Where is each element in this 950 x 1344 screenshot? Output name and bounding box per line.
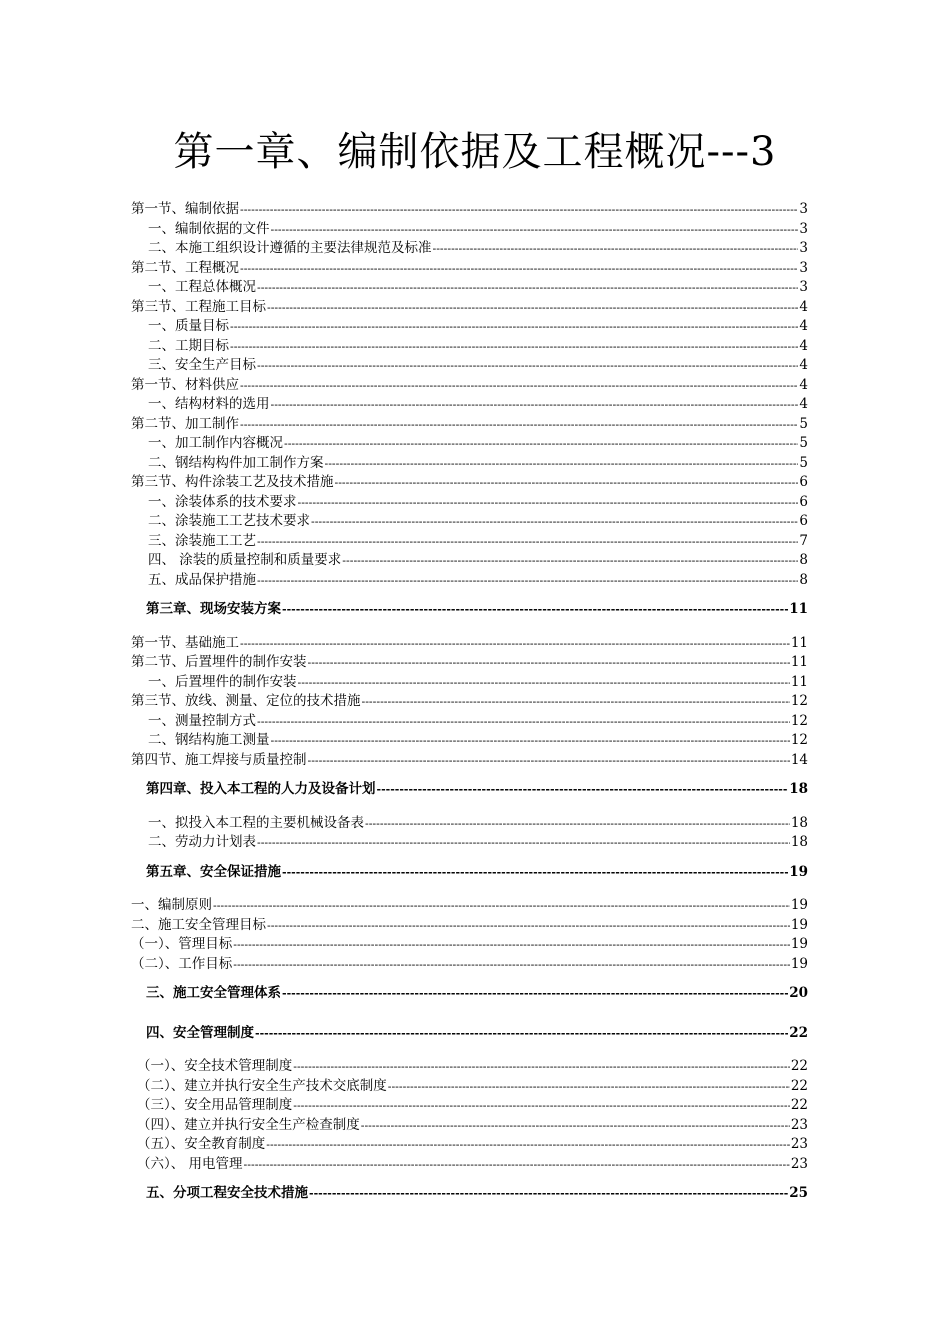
toc-page-number: 22 bbox=[790, 1077, 808, 1094]
toc-page-number: 22 bbox=[789, 1024, 808, 1041]
toc-entry-label: 第三节、放线、测量、定位的技术措施 bbox=[131, 693, 361, 709]
toc-entry[interactable] bbox=[131, 493, 808, 513]
toc-entry-label: 五、分项工程安全技术措施 bbox=[146, 1185, 308, 1201]
toc-page-number: 23 bbox=[790, 1155, 808, 1172]
toc-leader-dashes bbox=[282, 984, 788, 1004]
spacer bbox=[131, 1014, 808, 1024]
toc-entry-label: 三、施工安全管理体系 bbox=[146, 985, 281, 1001]
toc-entry-label: 三、安全生产目标 bbox=[148, 357, 256, 373]
toc-leader-dashes bbox=[267, 916, 790, 936]
toc-page-number: 25 bbox=[789, 1185, 808, 1201]
toc-page-number: 20 bbox=[789, 985, 808, 1001]
toc-entry[interactable] bbox=[131, 1116, 808, 1136]
toc-leader-dashes bbox=[213, 896, 790, 916]
table-of-contents bbox=[131, 200, 808, 1204]
toc-chapter-entry[interactable] bbox=[131, 863, 808, 883]
toc-page-number: 12 bbox=[790, 732, 808, 748]
toc-leader-dashes bbox=[388, 1077, 790, 1097]
toc-entry[interactable] bbox=[131, 337, 808, 357]
toc-entry-label: 二、本施工组织设计遵循的主要法律规范及标准 bbox=[148, 240, 432, 256]
toc-entry-label: 一、测量控制方式 bbox=[148, 712, 256, 729]
toc-page-number: 5 bbox=[799, 454, 808, 471]
toc-page-number: 19 bbox=[790, 955, 808, 972]
toc-page-number: 3 bbox=[799, 259, 808, 276]
spacer bbox=[131, 1174, 808, 1184]
toc-leader-dashes bbox=[257, 356, 798, 376]
toc-entry-label: 第二节、工程概况 bbox=[131, 259, 239, 276]
toc-entry-label: （三）、安全用品管理制度 bbox=[137, 1097, 293, 1113]
toc-entry[interactable] bbox=[131, 473, 808, 493]
toc-page-number: 3 bbox=[799, 240, 808, 256]
toc-entry[interactable] bbox=[131, 1077, 808, 1097]
toc-leader-dashes bbox=[257, 571, 798, 591]
spacer bbox=[131, 1043, 808, 1057]
toc-leader-dashes bbox=[230, 337, 798, 357]
toc-page-number: 4 bbox=[799, 298, 808, 315]
toc-page-number: 6 bbox=[799, 513, 808, 529]
toc-entry[interactable] bbox=[131, 712, 808, 732]
toc-entry-label: 第一节、编制依据 bbox=[131, 201, 239, 217]
toc-entry[interactable] bbox=[131, 220, 808, 240]
toc-leader-dashes bbox=[361, 1116, 790, 1136]
toc-page-number: 6 bbox=[799, 493, 808, 510]
toc-entry[interactable] bbox=[131, 376, 808, 396]
toc-page-number: 14 bbox=[790, 751, 808, 768]
spacer bbox=[131, 590, 808, 600]
toc-entry[interactable] bbox=[131, 571, 808, 591]
toc-entry[interactable] bbox=[131, 512, 808, 532]
toc-entry-label: （一）、管理目标 bbox=[131, 936, 233, 952]
toc-entry[interactable] bbox=[131, 1155, 808, 1175]
toc-entry-label: 一、编制原则 bbox=[131, 897, 212, 913]
toc-page-number: 11 bbox=[790, 634, 808, 651]
toc-leader-dashes bbox=[293, 1057, 790, 1077]
toc-leader-dashes bbox=[240, 200, 798, 220]
toc-leader-dashes bbox=[308, 653, 790, 673]
toc-leader-dashes bbox=[233, 935, 790, 955]
toc-entry-label: 第三章、现场安装方案 bbox=[146, 601, 281, 617]
toc-page-number: 6 bbox=[799, 474, 808, 490]
toc-entry[interactable] bbox=[131, 259, 808, 279]
toc-entry[interactable] bbox=[131, 731, 808, 751]
toc-entry[interactable] bbox=[131, 935, 808, 955]
toc-leader-dashes bbox=[271, 220, 799, 240]
toc-entry-label: 二、钢结构施工测量 bbox=[148, 732, 270, 748]
toc-leader-dashes bbox=[433, 239, 799, 259]
toc-entry[interactable] bbox=[131, 673, 808, 693]
toc-leader-dashes bbox=[240, 415, 798, 435]
toc-chapter-entry[interactable] bbox=[131, 1184, 808, 1204]
toc-entry-label: 第三节、构件涂装工艺及技术措施 bbox=[131, 474, 334, 490]
toc-entry[interactable] bbox=[131, 239, 808, 259]
toc-entry-label: 三、涂装施工工艺 bbox=[148, 532, 256, 549]
toc-page-number: 12 bbox=[790, 693, 808, 709]
toc-leader-dashes bbox=[311, 512, 798, 532]
toc-page-number: 19 bbox=[789, 863, 808, 880]
toc-page-number: 22 bbox=[790, 1097, 808, 1113]
toc-entry[interactable] bbox=[131, 751, 808, 771]
toc-entry-label: 二、工期目标 bbox=[148, 337, 229, 354]
toc-leader-dashes bbox=[257, 278, 798, 298]
toc-page-number: 4 bbox=[799, 337, 808, 354]
toc-entry-label: 第二节、加工制作 bbox=[131, 415, 239, 432]
spacer bbox=[131, 770, 808, 780]
toc-entry-label: 一、工程总体概况 bbox=[148, 279, 256, 295]
toc-entry-label: （二）、工作目标 bbox=[131, 955, 233, 972]
toc-page-number: 11 bbox=[789, 601, 808, 617]
toc-page-number: 12 bbox=[790, 712, 808, 729]
toc-entry-label: 二、钢结构构件加工制作方案 bbox=[148, 454, 324, 471]
spacer bbox=[131, 974, 808, 984]
spacer bbox=[131, 853, 808, 863]
toc-entry[interactable] bbox=[131, 415, 808, 435]
spacer bbox=[131, 620, 808, 634]
toc-leader-dashes bbox=[308, 751, 790, 771]
toc-leader-dashes bbox=[257, 833, 790, 853]
toc-leader-dashes bbox=[240, 259, 798, 279]
toc-page-number: 5 bbox=[799, 435, 808, 451]
toc-leader-dashes bbox=[266, 1135, 790, 1155]
toc-page-number: 23 bbox=[790, 1136, 808, 1152]
toc-chapter-entry[interactable] bbox=[131, 780, 808, 800]
toc-page-number: 22 bbox=[790, 1058, 808, 1074]
toc-page-number: 18 bbox=[790, 814, 808, 831]
toc-entry[interactable] bbox=[131, 896, 808, 916]
toc-page-number: 19 bbox=[790, 897, 808, 913]
toc-page-number: 7 bbox=[799, 532, 808, 549]
toc-entry-label: 第二节、后置埋件的制作安装 bbox=[131, 654, 307, 670]
toc-entry[interactable] bbox=[131, 692, 808, 712]
toc-entry-label: （一）、安全技术管理制度 bbox=[137, 1058, 293, 1074]
toc-entry-label: 二、涂装施工工艺技术要求 bbox=[148, 513, 310, 529]
toc-leader-dashes bbox=[335, 473, 799, 493]
toc-entry-label: 一、质量目标 bbox=[148, 318, 229, 334]
toc-entry-label: （五）、安全教育制度 bbox=[137, 1136, 266, 1152]
toc-leader-dashes bbox=[271, 395, 799, 415]
toc-entry[interactable] bbox=[131, 317, 808, 337]
toc-entry-label: 五、成品保护措施 bbox=[148, 571, 256, 588]
toc-page-number: 19 bbox=[790, 916, 808, 933]
toc-leader-dashes bbox=[309, 1184, 788, 1204]
toc-page-number: 19 bbox=[790, 936, 808, 952]
toc-page-number: 3 bbox=[799, 279, 808, 295]
toc-page-number: 8 bbox=[799, 552, 808, 568]
toc-entry-label: 第四节、施工焊接与质量控制 bbox=[131, 751, 307, 768]
toc-entry[interactable] bbox=[131, 434, 808, 454]
toc-page-number: 4 bbox=[799, 396, 808, 412]
toc-page-number: 4 bbox=[799, 357, 808, 373]
toc-page-number: 4 bbox=[799, 376, 808, 393]
toc-entry[interactable] bbox=[131, 833, 808, 853]
toc-page-number: 3 bbox=[799, 220, 808, 237]
toc-page-number: 3 bbox=[799, 201, 808, 217]
toc-entry-label: 一、结构材料的选用 bbox=[148, 396, 270, 412]
toc-leader-dashes bbox=[362, 692, 790, 712]
toc-entry-label: 第一节、基础施工 bbox=[131, 634, 239, 651]
toc-leader-dashes bbox=[271, 731, 790, 751]
toc-entry[interactable] bbox=[131, 200, 808, 220]
toc-leader-dashes bbox=[293, 1096, 790, 1116]
toc-leader-dashes bbox=[255, 1024, 788, 1044]
toc-leader-dashes bbox=[257, 712, 790, 732]
toc-entry-label: 第一节、材料供应 bbox=[131, 376, 239, 393]
toc-leader-dashes bbox=[298, 493, 799, 513]
toc-entry[interactable] bbox=[131, 916, 808, 936]
toc-entry-label: 四、安全管理制度 bbox=[146, 1024, 254, 1041]
page-title: 第一章、编制依据及工程概况---3 bbox=[173, 129, 777, 175]
toc-page-number: 11 bbox=[790, 673, 808, 690]
toc-entry[interactable] bbox=[131, 532, 808, 552]
toc-entry[interactable] bbox=[131, 278, 808, 298]
toc-entry-label: （二）、建立并执行安全生产技术交底制度 bbox=[137, 1077, 387, 1094]
toc-page-number: 18 bbox=[789, 781, 808, 797]
toc-entry[interactable] bbox=[131, 814, 808, 834]
toc-page-number: 8 bbox=[799, 571, 808, 588]
toc-leader-dashes bbox=[342, 551, 798, 571]
spacer bbox=[131, 882, 808, 896]
toc-entry[interactable] bbox=[131, 653, 808, 673]
toc-entry[interactable] bbox=[131, 955, 808, 975]
toc-page-number: 18 bbox=[790, 834, 808, 850]
toc-page-number: 11 bbox=[790, 654, 808, 670]
toc-leader-dashes bbox=[282, 600, 788, 620]
spacer bbox=[131, 800, 808, 814]
toc-entry-label: （四）、建立并执行安全生产检查制度 bbox=[137, 1116, 360, 1133]
toc-entry[interactable] bbox=[131, 395, 808, 415]
toc-chapter-entry[interactable] bbox=[131, 1024, 808, 1044]
toc-leader-dashes bbox=[298, 673, 790, 693]
toc-leader-dashes bbox=[267, 298, 798, 318]
toc-entry-label: 一、后置埋件的制作安装 bbox=[148, 673, 297, 690]
toc-leader-dashes bbox=[244, 1155, 790, 1175]
toc-chapter-entry[interactable] bbox=[131, 984, 808, 1004]
toc-chapter-entry[interactable] bbox=[131, 600, 808, 620]
toc-entry-label: 第四章、投入本工程的人力及设备计划 bbox=[146, 781, 376, 797]
toc-leader-dashes bbox=[240, 376, 798, 396]
toc-entry[interactable] bbox=[131, 298, 808, 318]
toc-entry[interactable] bbox=[131, 1057, 808, 1077]
toc-page-number: 23 bbox=[790, 1116, 808, 1133]
toc-leader-dashes bbox=[240, 634, 790, 654]
toc-entry[interactable] bbox=[131, 634, 808, 654]
toc-entry[interactable] bbox=[131, 551, 808, 571]
toc-leader-dashes bbox=[365, 814, 790, 834]
toc-entry-label: 一、加工制作内容概况 bbox=[148, 435, 283, 451]
toc-entry[interactable] bbox=[131, 1096, 808, 1116]
toc-page-number: 4 bbox=[799, 318, 808, 334]
toc-leader-dashes bbox=[325, 454, 799, 474]
toc-entry-label: 第三节、工程施工目标 bbox=[131, 298, 266, 315]
toc-leader-dashes bbox=[233, 955, 790, 975]
toc-page-number: 5 bbox=[799, 415, 808, 432]
toc-entry[interactable] bbox=[131, 454, 808, 474]
toc-entry-label: 一、涂装体系的技术要求 bbox=[148, 493, 297, 510]
toc-leader-dashes bbox=[230, 317, 798, 337]
toc-entry-label: 一、拟投入本工程的主要机械设备表 bbox=[148, 814, 364, 831]
toc-leader-dashes bbox=[284, 434, 798, 454]
toc-leader-dashes bbox=[377, 780, 789, 800]
toc-entry[interactable] bbox=[131, 1135, 808, 1155]
toc-entry-label: 二、劳动力计划表 bbox=[148, 834, 256, 850]
toc-entry-label: 二、施工安全管理目标 bbox=[131, 916, 266, 933]
toc-entry[interactable] bbox=[131, 356, 808, 376]
toc-entry-label: 四、 涂装的质量控制和质量要求 bbox=[148, 552, 342, 568]
toc-leader-dashes bbox=[282, 863, 788, 883]
toc-entry-label: 第五章、安全保证措施 bbox=[146, 863, 281, 880]
toc-entry-label: （六）、 用电管理 bbox=[137, 1155, 243, 1172]
toc-leader-dashes bbox=[257, 532, 798, 552]
spacer bbox=[131, 1004, 808, 1014]
toc-entry-label: 一、编制依据的文件 bbox=[148, 220, 270, 237]
